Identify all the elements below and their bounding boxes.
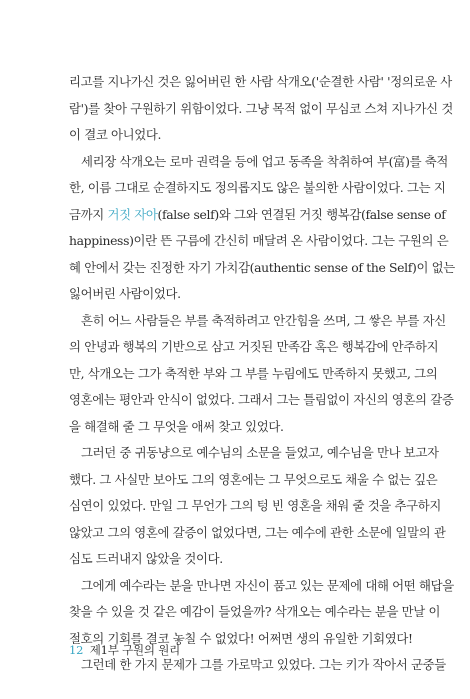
text-line: 흔히 어느 사람들은 부를 축적하려고 안간힘을 쓰며, 그 쌓은 부를 자신: [81, 312, 446, 328]
text-line: 람')를 찾아 구원하기 위함이었다. 그냥 목적 없이 무심코 스쳐 지나가신 것: [69, 100, 453, 116]
text-fragment: (false self)와 그와 연결된 거짓 행복감(false sense of: [157, 206, 446, 222]
paragraph: [69, 308, 454, 441]
text-line: 했다. 그 사실만 보아도 그의 영혼에는 그 무엇으로도 채울 수 없는 깊은: [69, 471, 438, 487]
page-number: 12: [69, 643, 84, 657]
paragraph: [69, 573, 454, 653]
text-line: 영혼에는 평안과 안식이 없었다. 그래서 그는 틀림없이 자신의 영혼의 갈증: [69, 392, 454, 407]
section-title: 제1부 구원의 원리: [89, 643, 181, 657]
text-line: 의 안녕과 행복의 기반으로 삼고 거짓된 만족감 혹은 행복감에 안주하지: [69, 339, 439, 354]
text-line: 만, 삭개오는 그가 축적한 부와 그 부를 누림에도 만족하지 못했고, 그의: [69, 365, 438, 381]
text-line: [69, 202, 446, 229]
paragraph: [69, 440, 446, 573]
text-line: 혜 안에서 갖는 진정한 자기 가치감(authentic sense of the Self)이 없는: [69, 259, 455, 275]
text-line: 리고를 지나가신 것은 잃어버린 한 사람 삭개오('순결한 사람' '정의로운 사: [69, 74, 452, 89]
paragraph: [69, 149, 455, 308]
paragraph: [69, 69, 453, 149]
text-line: 않았고 그의 영혼에 갈증이 없었다면, 그는 예수에 관한 소문에 일말의 관: [69, 524, 446, 540]
text-line: happiness)이란 뜬 구름에 간신히 매달려 온 사람이었다. 그는 구원의 은: [69, 233, 449, 248]
text-line: 이 결코 아니었다.: [69, 127, 162, 142]
text-line: 잃어버린 사람이었다.: [69, 286, 181, 301]
text-line: 찾을 수 있을 것 같은 예감이 들었을까? 삭개오는 예수라는 분을 만날 이: [69, 604, 441, 619]
text-line: 심도 드러내지 않았을 것이다.: [69, 551, 223, 566]
page-footer: [69, 642, 180, 658]
text-line: 절호의 기회를 결코 놓칠 수 없었다! 어쩌면 생의 유일한 기회였다!: [69, 630, 413, 646]
highlighted-term: 거짓 자아: [107, 206, 158, 222]
text-line: 을 해결해 줄 그 무엇을 애써 찾고 있었다.: [69, 418, 284, 434]
text-line: 세리장 삭개오는 로마 권력을 등에 업고 동족을 착취하여 부(富)를 축적: [81, 153, 449, 169]
text-line: 그런데 한 가지 문제가 그를 가로막고 있었다. 그는 키가 작아서 군중들: [81, 657, 446, 672]
text-line: 심연이 있었다. 만일 그 무언가 그의 텅 빈 영혼을 채워 줄 것을 추구하지: [69, 498, 441, 513]
text-line: 한, 이름 그대로 순결하지도 정의롭지도 않은 불의한 사람이었다. 그는 지: [69, 180, 446, 195]
text-line: 그러던 중 귀동냥으로 예수님의 소문을 들었고, 예수님을 만나 보고자: [81, 445, 439, 460]
page-body: [69, 69, 455, 679]
text-line: 그에게 예수라는 분을 만나면 자신이 품고 있는 문제에 대해 어떤 해답을: [81, 577, 454, 593]
text-fragment: 금까지: [69, 206, 108, 222]
